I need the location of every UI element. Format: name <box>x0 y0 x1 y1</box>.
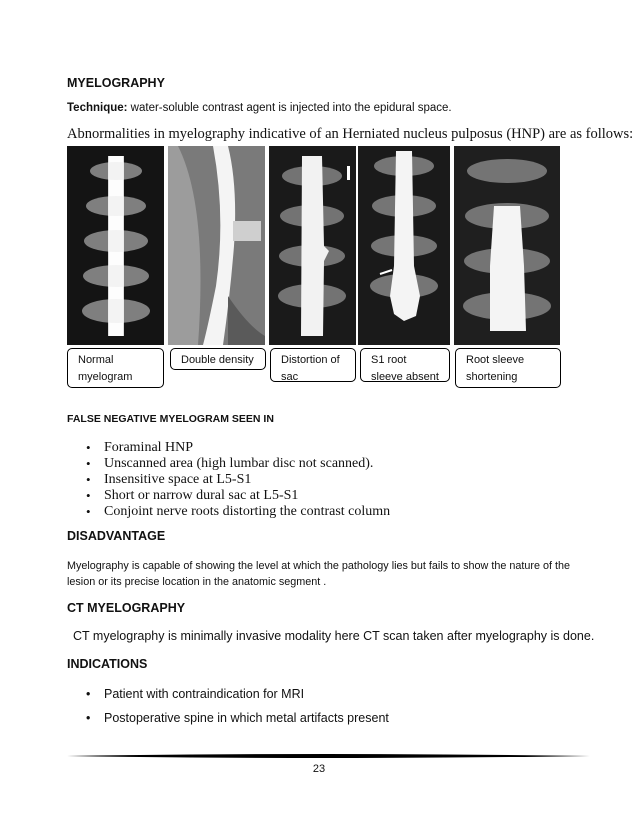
caption-normal-myelogram: Normal myelogram <box>67 348 164 388</box>
technique-label: Technique: <box>67 102 128 114</box>
indications-heading: INDICATIONS <box>67 657 148 671</box>
false-negative-list <box>86 440 390 520</box>
myelography-heading: MYELOGRAPHY <box>67 76 165 90</box>
list-item: • Postoperative spine in which metal artifacts present <box>86 706 389 730</box>
caption-root-sleeve-shortening: Root sleeve shortening <box>455 348 561 388</box>
xray-normal-myelogram <box>67 146 164 345</box>
ct-myelography-text: CT myelography is minimally invasive modality here CT scan taken after myelography is done. <box>73 629 595 643</box>
page-number: 23 <box>312 763 326 775</box>
false-negative-heading: FALSE NEGATIVE MYELOGRAM SEEN IN <box>67 413 274 425</box>
list-item: • Short or narrow dural sac at L5-S1 <box>86 488 390 504</box>
list-item: • Foraminal HNP <box>86 440 390 456</box>
caption-double-density: Double density <box>170 348 266 370</box>
list-item: • Patient with contraindication for MRI <box>86 682 389 706</box>
indications-list <box>86 682 389 730</box>
footer-divider <box>67 752 590 760</box>
technique-line <box>67 102 452 114</box>
caption-distortion-of-sac: Distortion of sac <box>270 348 356 382</box>
xray-distortion-of-sac <box>269 146 356 345</box>
list-item: • Insensitive space at L5-S1 <box>86 472 390 488</box>
technique-text: water-soluble contrast agent is injected into the epidural space. <box>127 102 452 114</box>
xray-s1-root-sleeve-absent <box>358 146 450 345</box>
caption-s1-root-sleeve-absent: S1 root sleeve absent <box>360 348 450 382</box>
xray-root-sleeve-shortening <box>454 146 560 345</box>
list-item: • Unscanned area (high lumbar disc not scanned). <box>86 456 390 472</box>
disadvantage-heading: DISADVANTAGE <box>67 529 166 543</box>
list-item: • Conjoint nerve roots distorting the contrast column <box>86 504 390 520</box>
xray-double-density <box>168 146 265 345</box>
ct-myelography-heading: CT MYELOGRAPHY <box>67 601 186 615</box>
abnormalities-intro: Abnormalities in myelography indicative of an Herniated nucleus pulposus (HNP) are as follows: <box>67 126 634 142</box>
disadvantage-text: Myelography is capable of showing the level at which the pathology lies but fails to show the nature of the lesion or its precise location in the anatomic segment . <box>67 560 570 588</box>
